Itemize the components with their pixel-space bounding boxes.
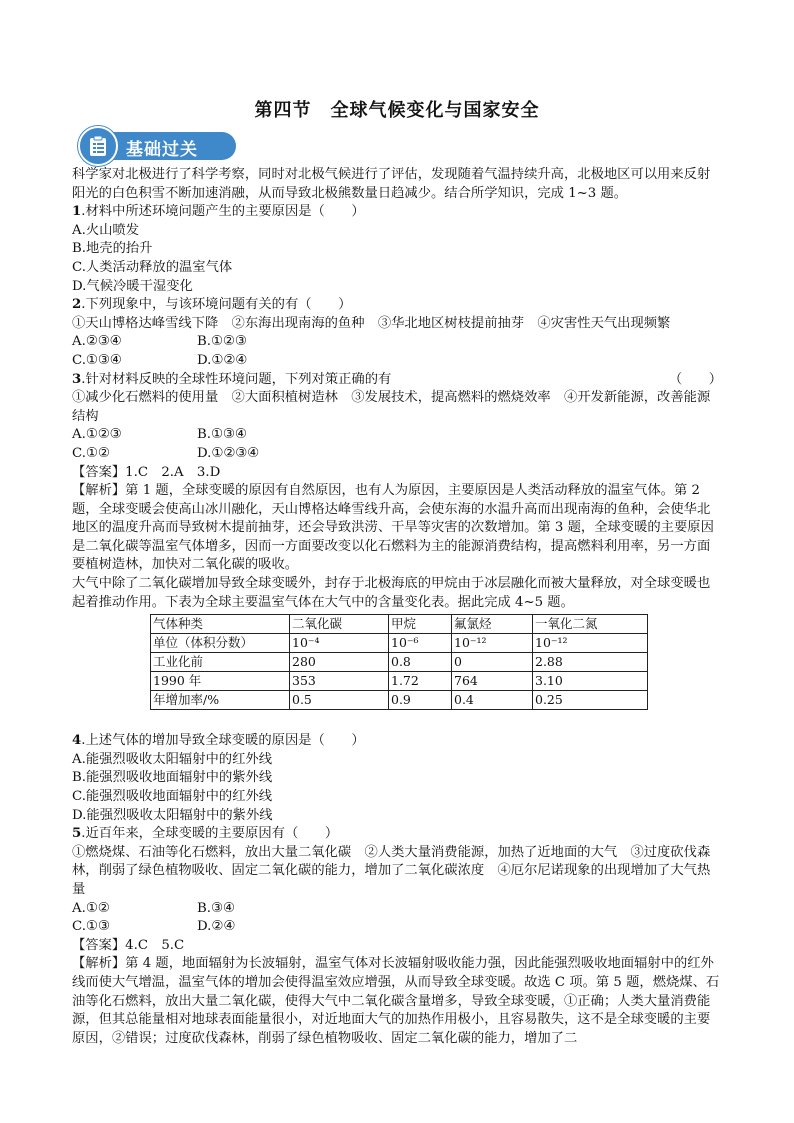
q4-option-b: B.能强烈吸收地面辐射中的紫外线	[72, 770, 273, 786]
table-header: 一氧化二氮	[533, 615, 648, 634]
table-cell: 0.9	[389, 691, 452, 710]
q1-option-c: C.人类活动释放的温室气体	[72, 259, 233, 275]
table-cell: 10⁻⁶	[389, 634, 452, 653]
question-number: 1	[72, 204, 82, 220]
q2-options-row-2	[72, 352, 722, 371]
question-stem: .针对材料反映的全球性环境问题，下列对策正确的有	[81, 371, 392, 387]
q2-items: ①天山博格达峰雪线下降 ②东海出现南海的鱼种 ③华北地区树枝提前抽芽 ④灾害性天气出现频繁	[72, 315, 671, 331]
table-row	[151, 653, 648, 672]
question-1	[72, 203, 722, 222]
table-header: 甲烷	[389, 615, 452, 634]
q5-options-row-2	[72, 918, 722, 937]
table-row	[151, 672, 648, 691]
gas-content-table	[150, 614, 648, 710]
table-cell: 10⁻⁴	[290, 634, 389, 653]
section-banner	[78, 126, 243, 164]
table-cell: 0.8	[389, 653, 452, 672]
question-stem: .下列现象中，与该环境问题有关的有（ ）	[81, 297, 352, 313]
q5-option-d: D.②④	[197, 919, 236, 935]
table-row	[151, 691, 648, 710]
table-header: 气体种类	[151, 615, 290, 634]
q3-options-row-1	[72, 426, 722, 445]
question-stem: .上述气体的增加导致全球变暖的原因是（ ）	[81, 733, 365, 749]
question-5	[72, 825, 722, 844]
table-header: 二氧化碳	[290, 615, 389, 634]
q2-option-a: A.②③④	[72, 334, 122, 350]
q5-options-row-1	[72, 900, 722, 919]
document-page	[72, 96, 722, 1048]
q2-option-c: C.①③④	[72, 352, 122, 368]
answer-paren: （ ）	[668, 371, 722, 387]
question-number: 2	[72, 297, 82, 313]
table-header: 氟氯烃	[452, 615, 533, 634]
table-cell: 单位（体积分数）	[151, 634, 290, 653]
q3-option-c: C.①②	[72, 445, 110, 461]
question-3	[72, 371, 722, 390]
checklist-icon	[78, 126, 118, 166]
answer-1-3: 【答案】1.C 2.A 3.D	[72, 464, 221, 480]
q1-option-b: B.地壳的抬升	[72, 241, 153, 257]
q5-items: ①燃烧煤、石油等化石燃料，放出大量二氧化碳 ②人类大量消费能源，加热了近地面的大气 ③过度砍伐森林，削弱了绿色植物吸收、固定二氧化碳的能力，增加了二氧化碳浓度 ④厄尔尼诺现象的出现增加了大气热量	[72, 844, 711, 897]
page-title: 第四节 全球气候变化与国家安全	[254, 100, 540, 121]
banner-label: 基础过关	[126, 140, 198, 160]
question-stem: .近百年来，全球变暖的主要原因有（ ）	[81, 826, 339, 842]
q2-option-d: D.①②④	[197, 352, 248, 368]
table-cell: 年增加率/%	[151, 691, 290, 710]
q4-option-c: C.能强烈吸收地面辐射中的红外线	[72, 789, 273, 805]
table-header-row	[151, 615, 648, 634]
q4-option-a: A.能强烈吸收太阳辐射中的红外线	[72, 751, 272, 767]
q2-options-row-1	[72, 333, 722, 352]
q1-option-a: A.火山喷发	[72, 222, 140, 238]
table-cell: 353	[290, 672, 389, 691]
q5-option-a: A.①②	[72, 900, 110, 916]
table-cell: 1.72	[389, 672, 452, 691]
q4-option-d: D.能强烈吸收太阳辐射中的紫外线	[72, 807, 273, 823]
question-number: 3	[72, 371, 82, 387]
table-cell: 3.10	[533, 672, 648, 691]
q5-option-b: B.③④	[197, 900, 235, 916]
intro-paragraph-1: 科学家对北极进行了科学考察，同时对北极气候进行了评估，发现随着气温持续升高，北极地区可以用来反射阳光的白色积雪不断加速消融，从而导致北极熊数量日趋减少。结合所学知识，完成 1~3 题。	[72, 167, 711, 201]
question-stem: .材料中所述环境问题产生的主要原因是（ ）	[81, 204, 365, 220]
explanation-1-3: 【解析】第 1 题，全球变暖的原因有自然原因，也有人为原因，主要原因是人类活动释放的温室气体。第 2 题，全球变暖会使高山冰川融化，天山博格达峰雪线升高，会使东海的水温升高而出现南海的鱼种，会使华北地区的温度升高而导致树木提前抽芽，还会导致洪涝、干旱等灾害的次数增加。第 3 题，全球变暖的主要原因是二氧化碳等温室气体增多，因而一方面要改变以化石燃料为主的能源消费结构，提高燃料利用率，另一方面要植树造林，加快对二氧化碳的吸收。	[72, 483, 714, 573]
table-cell: 0.4	[452, 691, 533, 710]
q3-option-b: B.①③④	[197, 427, 247, 443]
table-cell: 0	[452, 653, 533, 672]
table-cell: 10⁻¹²	[533, 634, 648, 653]
question-number: 5	[72, 826, 82, 842]
question-number: 4	[72, 733, 82, 749]
question-4	[72, 732, 722, 751]
explanation-4-5: 【解析】第 4 题，地面辐射为长波辐射，温室气体对长波辐射吸收能力强，因此能强烈吸收地面辐射中的红外线而使大气增温，温室气体的增加会使得温室效应增强，从而导致全球变暖。故选 C 项。第 5 题，燃烧煤、石油等化石燃料，放出大量二氧化碳，使得大气中二氧化碳含量增多，导致全球变暖，①正确；人类大量消费能源，但其总能量相对地球表面能量很小，对近地面大气的加热作用极小，且容易散失，这不是全球变暖的主要原因，②错误；过度砍伐森林，削弱了绿色植物吸收、固定二氧化碳的能力，增加了二	[72, 956, 720, 1046]
q3-items: ①减少化石燃料的使用量 ②大面积植树造林 ③发展技术，提高燃料的燃烧效率 ④开发新能源，改善能源结构	[72, 390, 711, 424]
q2-option-b: B.①②③	[197, 334, 247, 350]
question-2	[72, 296, 722, 315]
table-row	[151, 634, 648, 653]
table-cell: 280	[290, 653, 389, 672]
table-cell: 10⁻¹²	[452, 634, 533, 653]
table-cell: 工业化前	[151, 653, 290, 672]
table-cell: 0.5	[290, 691, 389, 710]
answer-4-5: 【答案】4.C 5.C	[72, 937, 185, 953]
q3-option-d: D.①②③④	[197, 445, 260, 461]
q3-option-a: A.①②③	[72, 427, 122, 443]
q5-option-c: C.①③	[72, 919, 110, 935]
table-cell: 1990 年	[151, 672, 290, 691]
table-cell: 0.25	[533, 691, 648, 710]
table-cell: 764	[452, 672, 533, 691]
q1-option-d: D.气候冷暖干湿变化	[72, 278, 193, 294]
intro-paragraph-2: 大气中除了二氧化碳增加导致全球变暖外，封存于北极海底的甲烷由于冰层融化而被大量释放，对全球变暖也起着推动作用。下表为全球主要温室气体在大气中的含量变化表。据此完成 4~5 题。	[72, 576, 711, 610]
table-cell: 2.88	[533, 653, 648, 672]
q3-options-row-2	[72, 445, 722, 464]
